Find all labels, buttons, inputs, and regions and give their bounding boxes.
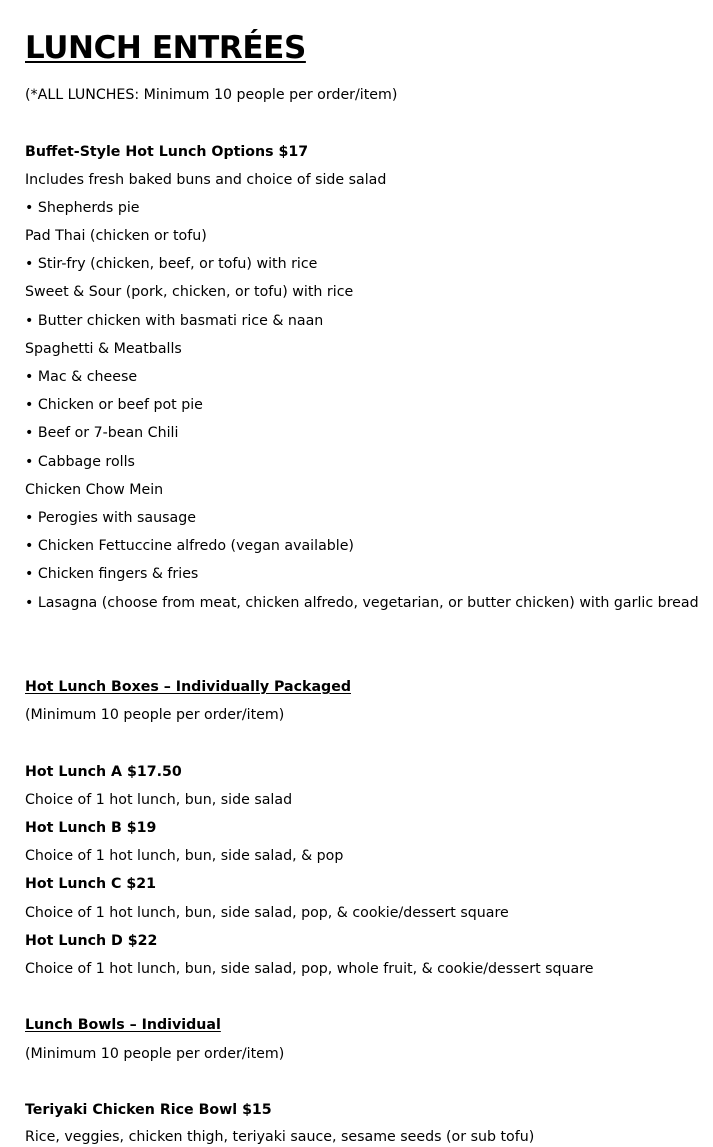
list-item: • Chicken or beef pot pie <box>25 397 203 413</box>
list-item: • Perogies with sausage <box>25 510 196 526</box>
list-item: • Stir-fry (chicken, beef, or tofu) with rice <box>25 256 318 272</box>
box-option-name: Hot Lunch B $19 <box>25 820 157 836</box>
list-item: Chicken Chow Mein <box>25 482 164 498</box>
list-item: Spaghetti & Meatballs <box>25 341 182 357</box>
list-item: • Chicken fingers & fries <box>25 566 199 582</box>
boxes-note: (Minimum 10 people per order/item) <box>25 707 285 723</box>
bowl-item-name: Teriyaki Chicken Rice Bowl $15 <box>25 1102 272 1118</box>
list-item: Pad Thai (chicken or tofu) <box>25 228 207 244</box>
list-item: • Butter chicken with basmati rice & naan <box>25 313 324 329</box>
list-item: • Cabbage rolls <box>25 454 135 470</box>
bowls-heading: Lunch Bowls – Individual <box>25 1017 221 1033</box>
list-item: • Lasagna (choose from meat, chicken alfredo, vegetarian, or butter chicken) with garlic bread <box>25 595 699 611</box>
box-option-name: Hot Lunch C $21 <box>25 876 156 892</box>
page-title: LUNCH ENTRÉES <box>25 30 306 66</box>
minimum-note: (*ALL LUNCHES: Minimum 10 people per order/item) <box>25 87 398 103</box>
buffet-intro: Includes fresh baked buns and choice of side salad <box>25 172 387 188</box>
list-item: • Shepherds pie <box>25 200 140 216</box>
box-option-desc: Choice of 1 hot lunch, bun, side salad, pop, whole fruit, & cookie/dessert square <box>25 961 594 977</box>
box-option-name: Hot Lunch A $17.50 <box>25 764 182 780</box>
buffet-heading: Buffet-Style Hot Lunch Options $17 <box>25 144 309 160</box>
box-option-desc: Choice of 1 hot lunch, bun, side salad <box>25 792 293 808</box>
list-item: • Beef or 7-bean Chili <box>25 425 179 441</box>
bowls-note: (Minimum 10 people per order/item) <box>25 1046 285 1062</box>
list-item: • Chicken Fettuccine alfredo (vegan available) <box>25 538 354 554</box>
list-item: • Mac & cheese <box>25 369 138 385</box>
box-option-desc: Choice of 1 hot lunch, bun, side salad, pop, & cookie/dessert square <box>25 905 509 921</box>
bowl-item-desc: Rice, veggies, chicken thigh, teriyaki sauce, sesame seeds (or sub tofu) <box>25 1129 535 1145</box>
box-option-name: Hot Lunch D $22 <box>25 933 158 949</box>
boxes-heading: Hot Lunch Boxes – Individually Packaged <box>25 679 351 695</box>
list-item: Sweet & Sour (pork, chicken, or tofu) with rice <box>25 284 354 300</box>
box-option-desc: Choice of 1 hot lunch, bun, side salad, & pop <box>25 848 344 864</box>
